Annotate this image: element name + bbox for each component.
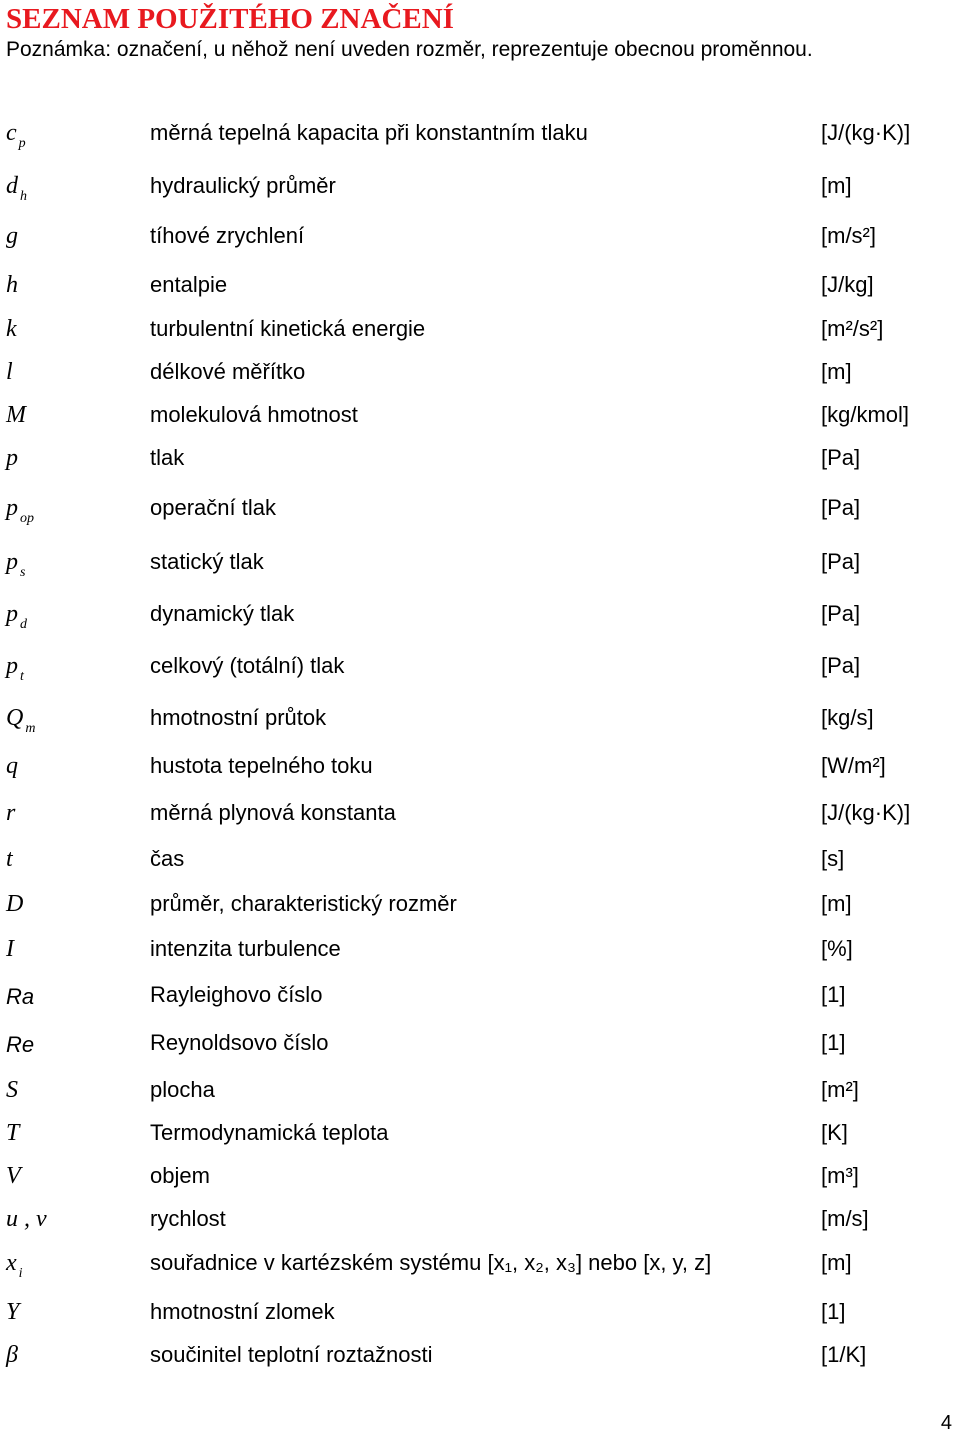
note-text: Poznámka: označení, u něhož není uveden rozměr, reprezentuje obecnou proměnnou.	[6, 38, 813, 61]
symbol-subscript: p	[18, 136, 26, 151]
symbol-row	[0, 936, 960, 976]
symbol-description: Rayleighovo číslo	[150, 982, 323, 1007]
symbol-row	[0, 601, 960, 641]
symbol	[6, 800, 15, 827]
symbol-unit: [m]	[821, 891, 852, 916]
symbol-row	[0, 1206, 960, 1246]
symbol-main: p	[6, 495, 18, 521]
symbol-row	[0, 359, 960, 399]
symbol-row	[0, 753, 960, 793]
symbol-main: k	[6, 316, 17, 342]
symbol-description: délkové měřítko	[150, 359, 306, 384]
symbol	[6, 705, 35, 737]
symbol-row	[0, 402, 960, 442]
symbol-row	[0, 1120, 960, 1160]
symbol-unit: [m²]	[821, 1077, 859, 1102]
symbol	[6, 402, 26, 429]
symbol-description: plocha	[150, 1077, 215, 1102]
symbol-main: Q	[6, 705, 24, 731]
symbol-description: intenzita turbulence	[150, 936, 341, 961]
symbol	[6, 1163, 21, 1190]
symbol-row	[0, 445, 960, 485]
symbol-description: měrná tepelná kapacita při konstantním tlaku	[150, 120, 588, 145]
symbol-subscript: t	[20, 669, 24, 684]
symbol-main: D	[6, 891, 24, 917]
symbol-main: p	[6, 549, 18, 575]
symbol-row	[0, 982, 960, 1022]
symbol-row	[0, 653, 960, 693]
symbol-main: l	[6, 359, 13, 385]
symbol	[6, 549, 25, 581]
symbol-description: hmotnostní zlomek	[150, 1299, 335, 1324]
symbol-row	[0, 800, 960, 840]
symbol-description: dynamický tlak	[150, 601, 295, 626]
symbol-unit: [Pa]	[821, 445, 861, 470]
symbol	[6, 891, 23, 918]
symbol-main: x	[6, 1250, 17, 1276]
symbol-description: hmotnostní průtok	[150, 705, 327, 730]
symbol-row	[0, 223, 960, 263]
symbol-description: souřadnice v kartézském systému [x₁, x₂, x₃] nebo [x, y, z]	[150, 1250, 712, 1275]
symbol-row	[0, 316, 960, 356]
symbol-main: u , v	[6, 1206, 47, 1232]
symbol-main: p	[6, 653, 18, 679]
symbol	[6, 601, 27, 633]
symbol-unit: [Pa]	[821, 549, 861, 574]
symbol-row	[0, 1077, 960, 1117]
symbol-row	[0, 1342, 960, 1382]
symbol	[6, 1077, 18, 1104]
symbol-description: tíhové zrychlení	[150, 223, 305, 248]
symbol-main: Y	[6, 1299, 20, 1325]
symbol-main: M	[6, 402, 26, 428]
symbol	[6, 1299, 19, 1326]
symbol-main: g	[6, 223, 18, 249]
symbol-unit: [Pa]	[821, 653, 861, 678]
symbol-unit: [J/(kg·K)]	[821, 800, 911, 825]
symbol-unit: [1]	[821, 1299, 846, 1324]
symbol-subscript: s	[20, 565, 26, 580]
symbol-unit: [Pa]	[821, 601, 861, 626]
symbol-main: T	[6, 1120, 20, 1146]
symbol-row	[0, 120, 960, 160]
symbol-main: Ra	[6, 984, 35, 1009]
symbol-description: celkový (totální) tlak	[150, 653, 345, 678]
symbol-description: objem	[150, 1163, 210, 1188]
symbol-unit: [kg/kmol]	[821, 402, 910, 427]
symbol-unit: [m²/s²]	[821, 316, 884, 341]
symbol	[6, 445, 18, 472]
symbol-unit: [s]	[821, 846, 845, 871]
symbol	[6, 173, 27, 205]
symbol-row	[0, 1030, 960, 1070]
symbol-main: c	[6, 120, 17, 146]
symbol-description: součinitel teplotní roztažnosti	[150, 1342, 433, 1367]
symbol	[6, 316, 17, 343]
symbol-row	[0, 272, 960, 312]
symbol-description: turbulentní kinetická energie	[150, 316, 426, 341]
symbol-main: d	[6, 173, 18, 199]
symbol-unit: [J/(kg·K)]	[821, 120, 911, 145]
symbol	[6, 984, 34, 1010]
symbol-row	[0, 549, 960, 589]
symbol	[6, 223, 18, 250]
symbol-unit: [m]	[821, 1250, 852, 1275]
symbol-main: Re	[6, 1032, 35, 1057]
symbol-subscript: d	[20, 617, 27, 632]
symbol-unit: [m]	[821, 173, 852, 198]
symbol-subscript: m	[25, 721, 36, 736]
symbol-unit: [%]	[821, 936, 853, 961]
symbol-unit: [m]	[821, 359, 852, 384]
symbol-row	[0, 173, 960, 213]
symbol	[6, 936, 14, 963]
symbol-row	[0, 1299, 960, 1339]
symbol-description: průměr, charakteristický rozměr	[150, 891, 457, 916]
symbol	[6, 1206, 47, 1233]
symbol-row	[0, 705, 960, 745]
symbol-subscript: h	[20, 189, 27, 204]
symbol	[6, 359, 13, 386]
symbol-unit: [Pa]	[821, 495, 861, 520]
symbol-description: operační tlak	[150, 495, 276, 520]
symbol-main: t	[6, 846, 13, 872]
symbol-description: entalpie	[150, 272, 228, 297]
symbol-row	[0, 1163, 960, 1203]
symbol-description: hustota tepelného toku	[150, 753, 373, 778]
symbol-unit: [1]	[821, 1030, 846, 1055]
symbol-main: p	[6, 445, 18, 471]
symbol-unit: [m³]	[821, 1163, 859, 1188]
symbol-main: β	[6, 1342, 18, 1368]
symbol-main: q	[6, 753, 18, 779]
symbol-description: statický tlak	[150, 549, 264, 574]
symbol-description: molekulová hmotnost	[150, 402, 358, 427]
symbol-description: Termodynamická teplota	[150, 1120, 389, 1145]
symbol-unit: [J/kg]	[821, 272, 874, 297]
symbol-unit: [m/s²]	[821, 223, 876, 248]
symbol	[6, 753, 18, 780]
symbol-row	[0, 495, 960, 535]
symbol	[6, 1032, 34, 1058]
symbol-description: rychlost	[150, 1206, 226, 1231]
symbol-unit: [kg/s]	[821, 705, 874, 730]
symbol-main: I	[6, 936, 14, 962]
symbol	[6, 1250, 23, 1282]
symbol-main: S	[6, 1077, 18, 1103]
symbol-subscript: op	[20, 511, 34, 526]
symbol-main: h	[6, 272, 18, 298]
symbol-description: hydraulický průměr	[150, 173, 336, 198]
symbol-unit: [W/m²]	[821, 753, 886, 778]
symbol-row	[0, 891, 960, 931]
symbol-unit: [1/K]	[821, 1342, 867, 1367]
symbol-description: tlak	[150, 445, 185, 470]
symbol-description: čas	[150, 846, 185, 871]
symbol-row	[0, 1250, 960, 1290]
symbol-unit: [K]	[821, 1120, 848, 1145]
page-number: 4	[940, 1412, 952, 1434]
symbol-row	[0, 846, 960, 886]
symbol-main: p	[6, 601, 18, 627]
symbol	[6, 272, 18, 299]
symbol-unit: [1]	[821, 982, 846, 1007]
symbol-unit: [m/s]	[821, 1206, 869, 1231]
symbol-subscript: i	[18, 1266, 23, 1281]
symbol	[6, 1342, 18, 1369]
symbol	[6, 120, 26, 152]
symbol	[6, 495, 34, 527]
symbol-main: r	[6, 800, 16, 826]
symbol	[6, 653, 24, 685]
symbol	[6, 1120, 19, 1147]
symbol-description: Reynoldsovo číslo	[150, 1030, 329, 1055]
page-title: SEZNAM POUŽITÉHO ZNAČENÍ	[6, 3, 454, 35]
symbol-main: V	[6, 1163, 21, 1189]
symbol-description: měrná plynová konstanta	[150, 800, 396, 825]
symbol	[6, 846, 13, 873]
